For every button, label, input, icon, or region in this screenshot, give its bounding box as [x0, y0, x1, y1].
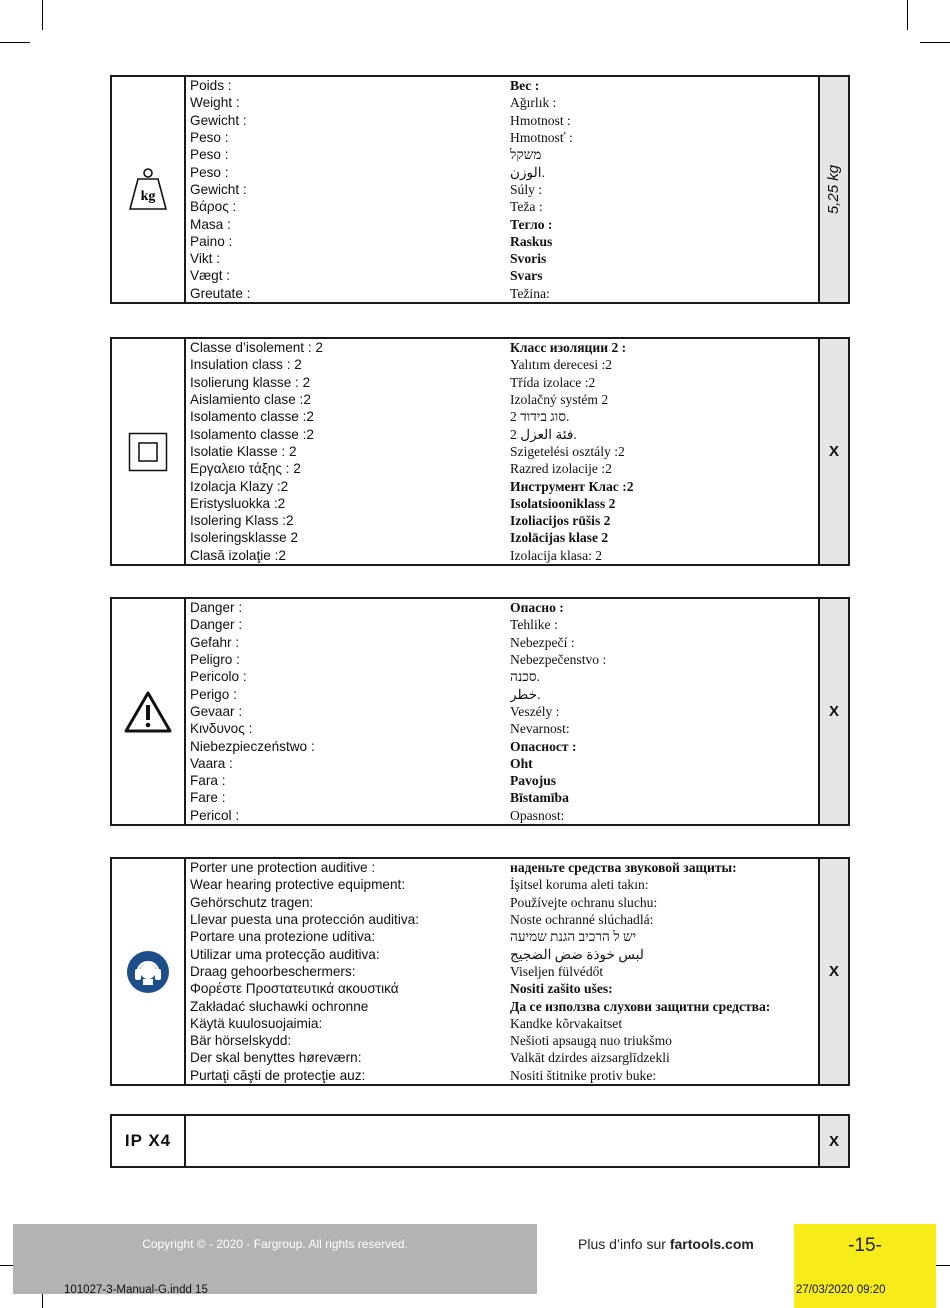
list-item: İşitsel koruma aleti takın: [510, 877, 649, 893]
list-item: Nevarnost: [510, 721, 570, 737]
list-item: Pericol : [190, 807, 240, 823]
weight-value: 5,25 kg [825, 164, 843, 215]
list-item: Súly : [510, 181, 543, 197]
list-item: Der skal benyttes høreværn: [190, 1050, 362, 1066]
list-item: Nebezpečenstvo : [510, 651, 607, 667]
list-item: Hmotnosť : [510, 129, 573, 145]
list-item: סכנה. [510, 669, 541, 685]
list-item: Svoris [510, 251, 547, 267]
list-item: наденьте средства звуковой защиты: [510, 860, 737, 875]
languages-right-column [510, 77, 818, 302]
icon-cell [112, 599, 186, 824]
list-item: Valkāt dzirdes aizsarglīdzekli [510, 1050, 670, 1066]
list-item: Třída izolace :2 [510, 374, 596, 390]
languages-left-column [190, 77, 510, 302]
list-item: Danger : [190, 617, 243, 633]
list-item: Вес : [510, 78, 540, 93]
list-item: Insulation class : 2 [190, 357, 302, 373]
list-item: Käytä kuulosuojaimia: [190, 1015, 323, 1031]
list-item: Oht [510, 755, 533, 771]
list-item: Класс изоляции 2 : [510, 340, 627, 355]
list-item: Bär hörselskydd: [190, 1033, 292, 1049]
languages-left-column [190, 339, 510, 564]
list-item: Isolatsiooniklass 2 [510, 495, 616, 511]
list-item: Izolacija klasa: 2 [510, 547, 603, 563]
list-item: Nositi štitnike protiv buke: [510, 1067, 657, 1083]
list-item: Isolering Klass :2 [190, 513, 294, 529]
list-item: Инструмент Клас :2 [510, 478, 634, 494]
weight-icon-text: kg [140, 188, 156, 204]
list-item: Porter une protection auditive : [190, 860, 376, 875]
list-item: Danger : [190, 600, 243, 615]
ip-label-cell [112, 1116, 186, 1166]
list-item: خطر. [510, 686, 541, 702]
list-item: Да се използва слухови защитни средства: [510, 998, 771, 1014]
list-item: Pavojus [510, 773, 557, 789]
list-item: Опасност : [510, 738, 577, 754]
list-item: Niebezpieczeństwo : [190, 738, 315, 754]
list-item: Poids : [190, 78, 232, 93]
text-cell [186, 339, 818, 564]
icon-cell [112, 77, 186, 302]
double-insulation-icon [128, 432, 168, 472]
danger-block [110, 597, 850, 826]
languages-right-column [510, 859, 818, 1084]
list-item: Vægt : [190, 268, 231, 284]
list-item: الوزن. [510, 164, 545, 180]
list-item: סוג בידוד 2. [510, 409, 570, 425]
list-item: Φορέστε Προστατευτικά ακουστικά [190, 981, 399, 997]
copyright-text: Copyright © - 2020 - Fargroup. All rights reserved. [142, 1237, 408, 1251]
ip-value: X [828, 1132, 839, 1150]
list-item: Purtaţi căşti de protecţie auz: [190, 1067, 366, 1083]
list-item: Gewicht : [190, 112, 247, 128]
list-item: Βάρος : [190, 199, 237, 215]
icon-cell [112, 339, 186, 564]
text-cell [186, 77, 818, 302]
ip-rating-block [110, 1114, 850, 1168]
more-info-prefix: Plus d’info sur [578, 1236, 666, 1252]
list-item: Peso : [190, 147, 229, 163]
list-item: Isolamento classe :2 [190, 409, 314, 425]
list-item: Utilizar uma protecção auditiva: [190, 946, 380, 962]
crop-mark [920, 42, 950, 43]
value-cell [818, 1116, 848, 1166]
languages-left-column [190, 599, 510, 824]
list-item: Peligro : [190, 651, 240, 667]
list-item: Izolačný systém 2 [510, 391, 609, 407]
list-item: Опасно : [510, 600, 564, 615]
text-cell [186, 859, 818, 1084]
insulation-value: X [828, 443, 839, 460]
list-item: Pericolo : [190, 669, 247, 685]
list-item: Veszély : [510, 703, 560, 719]
weight-kg-icon [128, 167, 168, 213]
list-item: Gewicht : [190, 181, 247, 197]
languages-right-column [510, 599, 818, 824]
list-item: Gefahr : [190, 634, 240, 650]
list-item: Wear hearing protective equipment: [190, 877, 406, 893]
warning-triangle-icon [124, 690, 172, 734]
insulation-block [110, 337, 850, 566]
list-item: Paino : [190, 233, 233, 249]
ip-label: IP X4 [124, 1131, 172, 1150]
languages-left-column [190, 859, 510, 1084]
list-item: Peso : [190, 164, 229, 180]
crop-mark [42, 0, 43, 30]
list-item: Raskus [510, 233, 553, 249]
list-item: Noste ochranné slúchadlá: [510, 911, 654, 927]
list-item: Gehörschutz tragen: [190, 894, 314, 910]
crop-mark [907, 0, 908, 30]
value-cell [818, 859, 848, 1084]
list-item: Fara : [190, 773, 226, 789]
list-item: Používejte ochranu sluchu: [510, 894, 658, 910]
list-item: Isolatie Klasse : 2 [190, 443, 297, 459]
list-item: Тегло : [510, 216, 553, 232]
list-item: Nešioti apsaugą nuo triukšmo [510, 1033, 672, 1049]
languages-right-column [510, 339, 818, 564]
list-item: יש ל הרכיב הגנת שמיעה [510, 929, 637, 945]
value-cell [818, 599, 848, 824]
list-item: Svars [510, 268, 543, 284]
list-item: Bīstamība [510, 790, 569, 806]
website-link[interactable]: fartools.com [669, 1236, 754, 1252]
list-item: Nebezpečí : [510, 634, 575, 650]
list-item: Greutate : [190, 285, 251, 301]
list-item: Eristysluokka :2 [190, 495, 286, 511]
page-number: -15- [848, 1235, 882, 1256]
ip-empty-cell [186, 1116, 818, 1166]
list-item: Vaara : [190, 755, 233, 771]
hearing-protection-block [110, 857, 850, 1086]
list-item: Clasă izolaţie :2 [190, 547, 286, 563]
list-item: Masa : [190, 216, 231, 232]
weight-block [110, 75, 850, 304]
list-item: משקל [510, 147, 542, 163]
list-item: Aislamiento clase :2 [190, 391, 311, 407]
list-item: Isolierung klasse : 2 [190, 374, 311, 390]
list-item: فئة العزل 2. [510, 426, 577, 442]
list-item: Llevar puesta una protección auditiva: [190, 911, 419, 927]
icon-cell [112, 859, 186, 1084]
crop-mark [0, 42, 30, 43]
list-item: Zakładać słuchawki ochronne [190, 998, 369, 1014]
list-item: Izoliacijos rūšis 2 [510, 513, 611, 529]
list-item: Portare una protezione uditiva: [190, 929, 376, 945]
list-item: لبس خوذة ضض الضجيج [510, 946, 644, 962]
list-item: Nositi zašito ušes: [510, 981, 613, 997]
hearing-protection-icon [126, 950, 170, 994]
list-item: Izolacja Klazy :2 [190, 478, 289, 494]
list-item: Szigetelési osztály :2 [510, 443, 625, 459]
list-item: Yalıtım derecesi :2 [510, 357, 613, 373]
list-item: Draag gehoorbeschermers: [190, 963, 356, 979]
list-item: Hmotnost : [510, 112, 571, 128]
danger-value: X [828, 703, 839, 720]
list-item: Teža : [510, 199, 543, 215]
list-item: Opasnost: [510, 807, 565, 823]
list-item: Razred izolacije :2 [510, 461, 612, 477]
list-item: Εργαλειο τάξης : 2 [190, 461, 301, 477]
list-item: Classe d’isolement : 2 [190, 340, 323, 355]
list-item: Težina: [510, 285, 550, 301]
list-item: Κινδυνος : [190, 721, 253, 737]
value-cell [818, 77, 848, 302]
list-item: Tehlike : [510, 617, 558, 633]
list-item: Ağırlık : [510, 95, 557, 111]
list-item: Fare : [190, 790, 226, 806]
value-cell [818, 339, 848, 564]
list-item: Perigo : [190, 686, 237, 702]
list-item: Weight : [190, 95, 240, 111]
more-info [578, 1236, 754, 1252]
list-item: Peso : [190, 129, 229, 145]
list-item: Isolamento classe :2 [190, 426, 314, 442]
list-item: Izolācijas klase 2 [510, 530, 609, 546]
list-item: Kandke kõrvakaitset [510, 1015, 623, 1031]
slug-date: 27/03/2020 09:20 [796, 1284, 886, 1296]
text-cell [186, 599, 818, 824]
list-item: Isoleringsklasse 2 [190, 530, 299, 546]
list-item: Viseljen fülvédőt [510, 963, 604, 979]
slug-filename: 101027-3-Manual-G.indd 15 [64, 1284, 208, 1296]
list-item: Gevaar : [190, 703, 243, 719]
list-item: Vikt : [190, 251, 220, 267]
hearing-protection-value: X [828, 963, 839, 980]
